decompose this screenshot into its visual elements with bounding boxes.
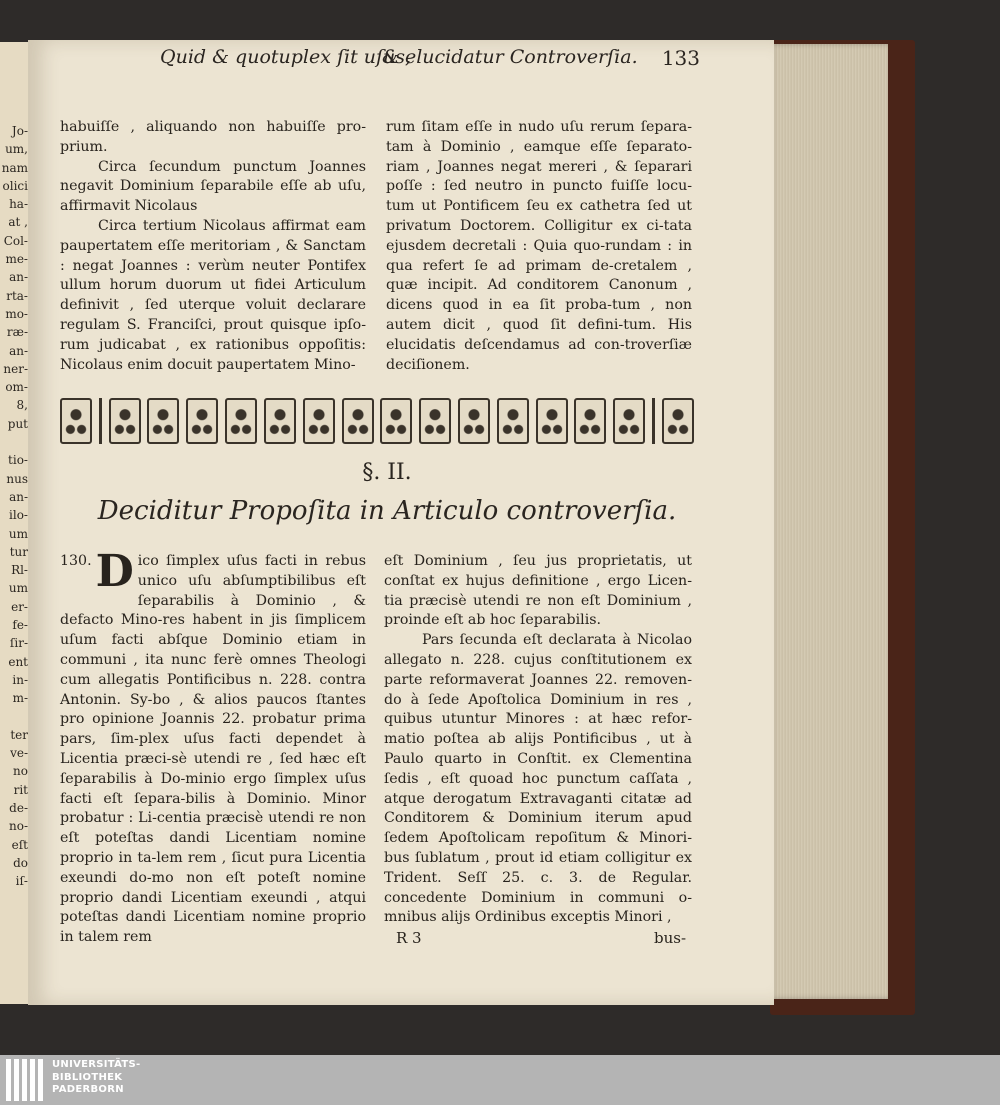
ornament-flower-icon (109, 398, 141, 444)
margin-fragment: um, (5, 142, 28, 157)
page-edges (768, 44, 888, 999)
ornament-flower-icon (60, 398, 92, 444)
margin-fragment: ner- (3, 361, 28, 376)
ornament-flower-icon (303, 398, 335, 444)
margin-fragment: ha- (9, 197, 28, 212)
paragraph-number: 130. (60, 553, 92, 569)
paragraph: eſt Dominium , ſeu jus proprietatis, ut conſtat ex hujus definitione , ergo Licen-tia præcisè utendi re non eſt Dominium , proinde eſt ab hoc ſeparabilis. (384, 553, 692, 629)
margin-fragment: ſir- (9, 636, 28, 651)
margin-fragment (0, 433, 28, 451)
ornament-divider (652, 398, 655, 444)
ornament-flower-icon (380, 398, 412, 444)
paragraph: Circa ſecundum punctum Joannes negavit Dominium ſeparabile eſſe ab uſu, affirmavit Nicolaus (60, 158, 366, 215)
library-footer-bar (0, 1055, 1000, 1105)
margin-fragment: eſt (11, 837, 28, 852)
column-top-right (386, 118, 692, 375)
ornament-flower-icon (574, 398, 606, 444)
logo-line: PADERBORN (52, 1084, 124, 1095)
signature-mark: R 3 (396, 929, 422, 947)
ornament-flower-icon (147, 398, 179, 444)
margin-fragment: de- (9, 800, 28, 815)
margin-fragment: m- (12, 691, 28, 706)
logo-line: BIBLIOTHEK (52, 1071, 123, 1083)
header-right: & elucidatur Controverſia. (382, 46, 638, 68)
paragraph: ico ſimplex uſus facti in rebus unico uſu abſumptibilibus eſt ſeparabilis à Dominio , & defacto Mino-res habent in jis ſimplicem uſum facti abſque Dominio etiam in communi , ita nunc ferè omnes Theologi cum allegatis Pontificibus n. 228. contra Antonin. Sy-bo , & alios paucos ſtantes pro opinione Joannis 22. probatur prima pars, ſim-plex uſus facti dependet à Licentia præci-sè utendi re , ſed hæc eſt ſeparabilis à Do-minio ergo ſimplex uſus facti eſt ſepara-bilis à Dominio. Minor probatur : Li-centia præcisè utendi re non eſt poteſtas dandi Licentiam nomine proprio in ta-lem rem , ſicut pura Licentia exeundi do-mo non eſt poteſt nomine proprio dandi Licentiam exeundi , atqui poteſtas dandi Licentiam nomine proprio in talem rem (60, 553, 366, 946)
library-logo-icon (6, 1059, 48, 1101)
library-logo-text (52, 1059, 141, 1097)
paragraph: habuiſſe , aliquando non habuiſſe pro-prium. (60, 119, 366, 155)
margin-fragment (0, 708, 28, 726)
catchword: bus- (654, 929, 687, 947)
margin-fragment: an- (9, 270, 28, 285)
paragraph: rum ſitam eſſe in nudo uſu rerum ſepara-tam à Dominio , eamque eſſe ſeparato-riam , Joannes negat mereri , & ſeparari poſſe : ſed neutro in puncto fuiſſe locu-tum ut Pontificem ſeu ex cathetra ſed ut privatum Doctorem. Colligitur ex ci-tata ejusdem decretali : Quia quo-rundam : in qua refert ſe ad primam de-cretalem , quæ incipit. Ad conditorem Canonum , dicens quod in ea ſit proba-tum , non autem dicit , quod ſit defini-tum. His elucidatis deſcendamus ad con-troverſiæ deciſionem. (386, 119, 692, 373)
margin-fragment: ræ- (6, 325, 28, 340)
ornament-flower-icon (662, 398, 694, 444)
column-top-left (60, 118, 366, 375)
margin-fragment: at , (8, 215, 28, 230)
drop-cap: D (95, 546, 134, 597)
margin-fragment: Col- (3, 233, 28, 248)
ornament-flower-icon (342, 398, 374, 444)
margin-fragment: no (13, 764, 28, 779)
margin-fragment: do (13, 855, 28, 870)
margin-fragment: olici (2, 178, 28, 193)
margin-fragment: ent (8, 654, 28, 669)
column-bottom-right (384, 552, 692, 928)
margin-fragment: in- (12, 672, 28, 687)
margin-fragment: ilo- (9, 508, 28, 523)
ornament-flower-icon (497, 398, 529, 444)
logo-line: UNIVERSITÄTS- (52, 1059, 141, 1070)
margin-fragment: tio- (8, 453, 28, 468)
margin-fragment: an- (9, 343, 28, 358)
running-header (160, 46, 700, 80)
header-left: Quid & quotuplex ſit uſus, (160, 46, 412, 68)
column-bottom-left (60, 546, 366, 948)
margin-fragment: Jo- (11, 124, 28, 138)
margin-fragment: om- (5, 380, 28, 395)
margin-fragment: an- (9, 489, 28, 504)
ornament-flower-icon (225, 398, 257, 444)
margin-fragment: nus (6, 471, 28, 486)
margin-fragment: me- (5, 252, 28, 267)
decorative-ornament-band (60, 396, 694, 446)
ornament-flower-icon (458, 398, 490, 444)
page-number: 133 (661, 46, 700, 70)
section-number: §. II. (362, 460, 412, 485)
ornament-flower-icon (186, 398, 218, 444)
ornament-flower-icon (613, 398, 645, 444)
margin-fragment: rta- (6, 288, 28, 303)
ornament-flower-icon (536, 398, 568, 444)
ornament-flower-icon (419, 398, 451, 444)
margin-fragment: tur (9, 544, 28, 559)
ornament-flower-icon (264, 398, 296, 444)
margin-fragment: er- (11, 599, 28, 614)
margin-fragment: put (7, 416, 28, 431)
margin-fragment: fe- (12, 618, 28, 633)
margin-fragment: 8, (16, 398, 28, 413)
margin-fragment: um (8, 526, 28, 541)
margin-fragment: rit (13, 782, 28, 797)
ornament-divider (99, 398, 102, 444)
margin-fragment: iſ- (15, 874, 28, 889)
margin-fragment: um (8, 581, 28, 596)
margin-fragment: mo- (5, 306, 28, 321)
margin-fragment: Rl- (11, 563, 28, 578)
paragraph: Circa tertium Nicolaus affirmat eam paupertatem eſſe meritoriam , & Sanctam : negat Joannes : verùm neuter Pontifex ullum horum duorum ut fidei Articulum definivit , ſed uterque voluit declarare regulam S. Franciſci, prout quisque ipſo-rum judicabat , ex rationibus oppoſitis: Nicolaus enim docuit paupertatem Mino- (60, 217, 366, 373)
paragraph: Pars ſecunda eſt declarata à Nicolao allegato n. 228. cujus conſtitutionem ex parte reformaverat Joannes 22. removen-do à ſede Apoſtolica Dominium in res , quibus utuntur Minores : at hæc refor-matio poſtea ab alijs Pontificibus , ut à Paulo quarto in Conſtit. ex Clementina ſedis , eſt quoad hoc punctum caſſata , atque derogatum Extravaganti citatæ ad Conditorem & Dominium iterum apud ſedem Apoſtolicam repoſitum & Minori-bus ſublatum , prout id etiam colligitur ex Trident. Seſſ 25. c. 3. de Regular. concedente Dominium in communi o-mnibus alijs Ordinibus exceptis Minori , (384, 632, 692, 926)
margin-fragment: nam (1, 160, 28, 175)
margin-fragment: no- (8, 819, 28, 834)
section-title: Deciditur Propoſita in Articulo controverſia. (97, 496, 677, 526)
margin-fragment: ter (10, 727, 28, 742)
margin-fragment: ve- (10, 746, 28, 761)
